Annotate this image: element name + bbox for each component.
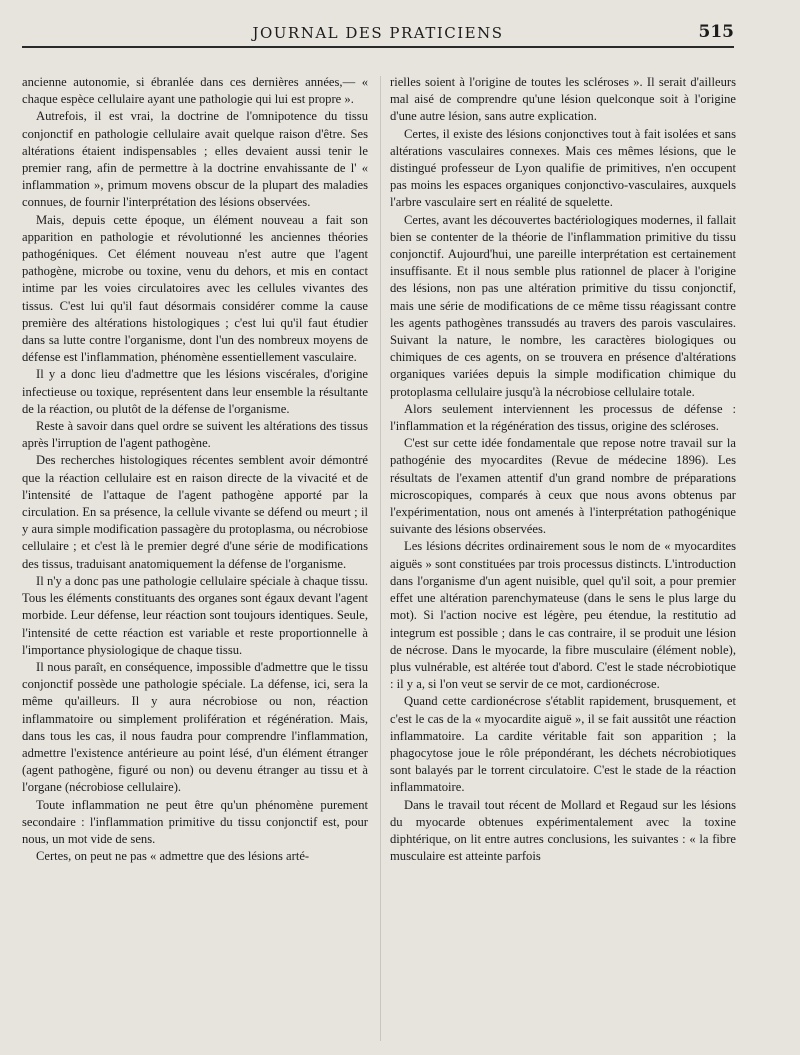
- paragraph: C'est sur cette idée fondamentale que repose notre travail sur la pathogénie des myocardites (Revue de médecine 1896). Les résultats de l'examen attentif d'un grand nombre de préparations microscopiques, comparés à ceux que nous avons obtenus par l'expérimentation, nous ont amenés à l'interprétation pathogénique suivante des lésions observées.: [390, 436, 736, 537]
- paragraph: Mais, depuis cette époque, un élément nouveau a fait son apparition en pathologie et révolutionné les anciennes théories pathogéniques. Cet élément nouveau n'est autre que l'agent pathogène, microbe ou toxine, venu du dehors, et mis en contact intime par les voies circulatoires avec les cellules vivantes des tissus. C'est lui qu'il faut désormais considérer comme la cause première des altérations histologiques ; c'est lui qu'il faut étudier dans sa lutte contre l'organisme, dont l'un des nombreux moyens de défense est l'inflammation, phénomène essentiellement vasculaire.: [22, 212, 368, 365]
- paragraph: Quand cette cardionécrose s'établit rapidement, brusquement, et c'est le cas de la « myocardite aiguë », il se fait aussitôt une réaction inflammatoire. La cardite véritable fait son apparition ; la phagocytose joue le rôle prépondérant, les déchets nécrobiotiques sont balayés par le torrent circulatoire. C'est le stade de la réaction inflammatoire.: [390, 694, 736, 795]
- paragraph: Il y a donc lieu d'admettre que les lésions viscérales, d'origine infectieuse ou toxique, représentent dans leur ensemble la résultante de la réaction, ou plutôt de la défense de l'organisme.: [22, 367, 368, 416]
- page-header: [22, 22, 734, 48]
- paragraph: Autrefois, il est vrai, la doctrine de l'omnipotence du tissu conjonctif en pathologie cellulaire avait quelque raison d'être. Ses altérations étaient indispensables ; elles devaient aussi tenir le premier rang, afin de permettre à la doctrine envahissante de l' « inflammation », primum movens obscur de la plupart des maladies connues, de fournir l'interprétation des lésions observées.: [22, 109, 368, 210]
- paragraph: Des recherches histologiques récentes semblent avoir démontré que la réaction cellulaire est en raison directe de la vivacité et de l'intensité de l'attaque de l'agent pathogène apporté par la circulation. En sa présence, la cellule vivante se défend ou meurt ; il y aura simple modification passagère du protoplasma, ou nécrobiose cellulaire ; et c'est là le premier degré d'une série de modifications des tissus, traduisant anatomiquement la défense de l'organisme.: [22, 453, 368, 571]
- paragraph: ancienne autonomie, si ébranlée dans ces dernières années,— « chaque espèce cellulaire ayant une pathologie qui lui est propre ».: [22, 75, 368, 107]
- paragraph: Il nous paraît, en conséquence, impossible d'admettre que le tissu conjonctif possède une pathologie spéciale. La défense, ici, sera la même qu'ailleurs. Il y aura nécrobiose ou non, réaction inflammatoire ou simplement prolifération et régénération. Mais, dans tous les cas, il nous faudra pour comprendre l'inflammation, admettre l'existence antérieure au point lésé, d'un élément étranger (agent pathogène, figuré ou non) ou devenu étranger au tissu et à l'organe (nécrobiose cellulaire).: [22, 659, 368, 795]
- paragraph: rielles soient à l'origine de toutes les scléroses ». Il serait d'ailleurs mal aisé de comprendre qu'une lésion quelconque soit à l'origine d'une autre lésion, sans autre explication.: [390, 75, 736, 124]
- running-title: JOURNAL DES PRATICIENS: [252, 24, 504, 42]
- paragraph: Toute inflammation ne peut être qu'un phénomène purement secondaire : l'inflammation primitive du tissu conjonctif est, pour nous, un mot vide de sens.: [22, 797, 368, 846]
- column-divider: [380, 76, 381, 1041]
- paragraph: Il n'y a donc pas une pathologie cellulaire spéciale à chaque tissu. Tous les éléments constituants des organes sont égaux devant l'agent morbide. Leur défense, leur réaction sont toujours identiques. Seule, l'intensité de cette réaction est variable et reste proportionnelle à l'importance physiologique de chaque tissu.: [22, 573, 368, 657]
- right-column: [390, 74, 736, 1049]
- left-column: [22, 74, 368, 1049]
- paragraph: Certes, on peut ne pas « admettre que des lésions arté-: [36, 849, 310, 864]
- page-number: 515: [698, 22, 734, 42]
- paragraph: Reste à savoir dans quel ordre se suivent les altérations des tissus après l'irruption de l'agent pathogène.: [22, 419, 368, 451]
- paragraph: Les lésions décrites ordinairement sous le nom de « myocardites aiguës » sont constituées par trois processus distincts. L'introduction dans l'organisme d'un agent nuisible, quel qu'il soit, a pour premier effet une altération parenchymateuse (dans le sens le plus large du mot). Si l'action nocive est légère, peu étendue, la restitutio ad integrum est possible ; dans le cas contraire, il se produit une lésion de nécrose. Dans le myocarde, la fibre musculaire (élément noble), plus vulnérable, est altérée tout d'abord. C'est le stade nécrobiotique : il y a, si l'on veut se servir de ce mot, cardionécrose.: [390, 539, 736, 692]
- paragraph: Certes, il existe des lésions conjonctives tout à fait isolées et sans altérations vasculaires connexes. Mais ces mêmes lésions, que le distingué professeur de Lyon qualifie de primitives, n'en occupent pas moins les espaces organiques conjonctivo-vasculaires, auxquels l'arbre vasculaire sert en réalité de squelette.: [390, 126, 736, 210]
- paragraph: Certes, avant les découvertes bactériologiques modernes, il fallait bien se contenter de la théorie de l'inflammation primitive du tissu conjonctif. Aujourd'hui, une pareille interprétation est certainement insuffisante. Et il nous semble plus rationnel de placer à l'origine des lésions, non pas une altération primitive du tissu conjonctif, mais une série de modifications de ce même tissu réagissant contre les agents pathogènes transsudés au travers des parois vasculaires. Suivant la nature, le nombre, les caractères biologiques ou chimiques de ces agents, on se trouvera en présence d'altérations organiques variées depuis la simple modification chimique du protoplasma cellulaire jusqu'à la nécrobiose cellulaire totale.: [390, 212, 736, 399]
- paragraph: Dans le travail tout récent de Mollard et Regaud sur les lésions du myocarde obtenues expérimentalement avec la toxine diphtérique, on lit entre autres conclusions, les suivantes : « la fibre musculaire est atteinte parfois: [390, 797, 736, 864]
- paragraph: Alors seulement interviennent les processus de défense : l'inflammation et la régénération des tissus, origine des scléroses.: [390, 401, 736, 434]
